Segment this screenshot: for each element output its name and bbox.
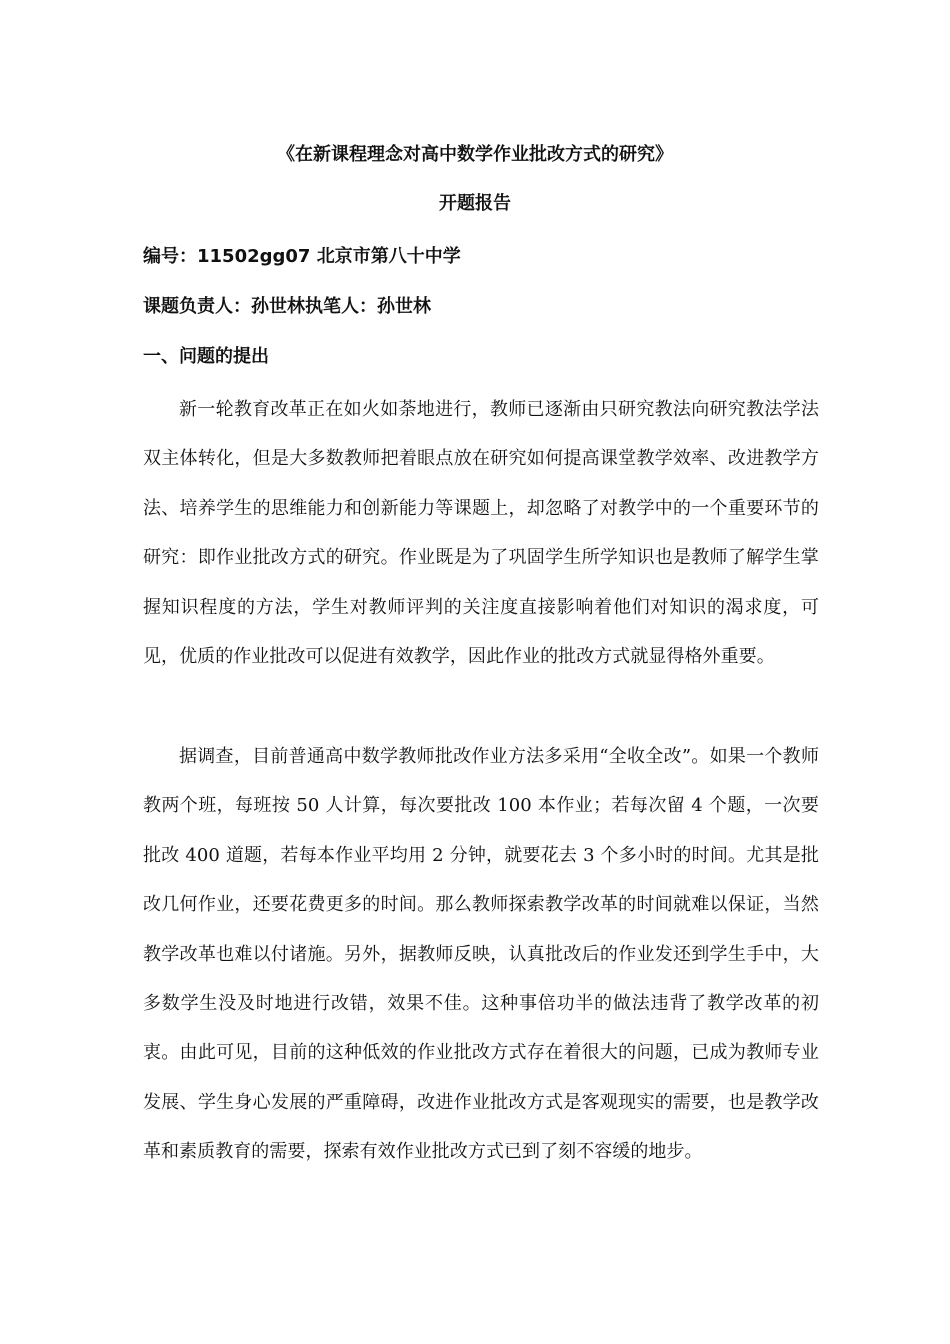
serial-number-line: 编号：11502gg07 北京市第八十中学 <box>143 246 461 267</box>
document-title: 《在新课程理念对高中数学作业批改方式的研究》 <box>277 144 673 165</box>
document-subtitle: 开题报告 <box>439 193 511 214</box>
project-leader-line: 课题负责人：孙世林执笔人：孙世林 <box>143 296 431 317</box>
paragraph-2: 据调查，目前普通高中数学教师批改作业方法多采用“全收全改”。如果一个教师教两个班，每班按 50 人计算，每次要批改 100 本作业；若每次留 4 个题，一次要批改 400 道题，若每本作业平均用 2 分钟，就要花去 3 个多小时的时间。尤其是批改几何作业，还要花费更多的时间。那么教师探索教学改革的时间就难以保证，当然教学改革也难以付诸施。另外，据教师反映，认真批改后的作业发还到学生手中，大多数学生没及时地进行改错，效果不佳。这种事倍功半的做法违背了教学改革的初衷。由此可见，目前的这种低效的作业批改方式存在着很大的问题，已成为教师专业发展、学生身心发展的严重障碍，改进作业批改方式是客观现实的需要，也是教学改革和素质教育的需要，探索有效作业批改方式已到了刻不容缓的地步。 <box>143 746 819 1163</box>
paragraph-1: 新一轮教育改革正在如火如荼地进行，教师已逐渐由只研究教法向研究教法学法双主体转化，但是大多数教师把着眼点放在研究如何提高课堂教学效率、改进教学方法、培养学生的思维能力和创新能力等课题上，却忽略了对教学中的一个重要环节的研究：即作业批改方式的研究。作业既是为了巩固学生所学知识也是教师了解学生掌握知识程度的方法，学生对教师评判的关注度直接影响着他们对知识的渴求度，可见，优质的作业批改可以促进有效教学，因此作业的批改方式就显得格外重要。 <box>143 399 819 668</box>
section-heading: 一、问题的提出 <box>143 346 269 367</box>
